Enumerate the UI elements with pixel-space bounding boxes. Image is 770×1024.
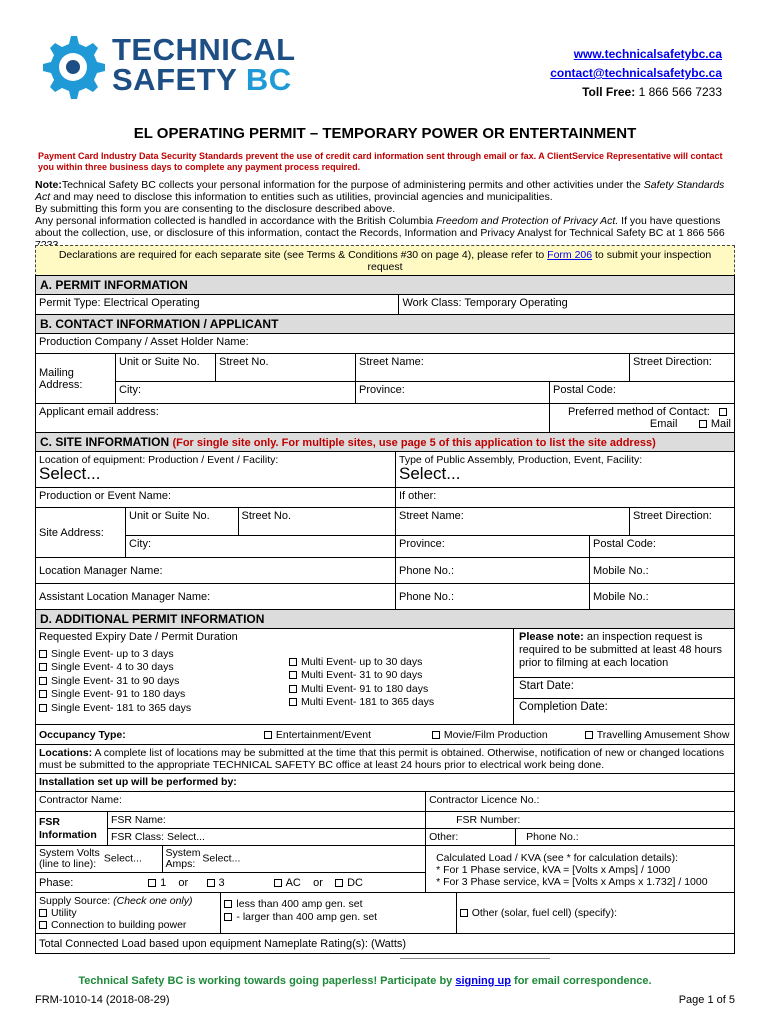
- locations-row: [36, 745, 735, 774]
- phase-3-option[interactable]: 3: [207, 877, 225, 889]
- please-note: [514, 629, 734, 677]
- email-option-label: Email: [649, 418, 678, 430]
- asst-manager-phone-label: Phone No.:: [399, 590, 455, 603]
- site-province-label: Province:: [399, 538, 445, 550]
- site-unit-label: Unit or Suite No.: [129, 510, 210, 522]
- expiry-label: Requested Expiry Date / Permit Duration: [39, 631, 238, 643]
- calc-load-label: Calculated Load / KVA (see * for calculation details):: [436, 852, 679, 864]
- system-amps-field: [162, 846, 426, 873]
- mail-province-label: Province:: [359, 384, 405, 396]
- location-manager-label: Location Manager Name:: [39, 564, 163, 577]
- form-body: [35, 275, 735, 954]
- start-date-field[interactable]: [514, 677, 734, 698]
- pci-notice: Payment Card Industry Data Security Standards prevent the use of credit card information sent through email or fax. A ClientService Representative will contact you within three business days to complete any payment process required.: [38, 151, 723, 172]
- section-c-heading: [35, 433, 735, 451]
- occupancy-label: Occupancy Type:: [39, 728, 126, 741]
- fsr-phone-label: Phone No.:: [526, 831, 579, 843]
- permit-type-label: Permit Type: Electrical Operating: [39, 297, 200, 309]
- locations-bold: Locations:: [39, 747, 93, 759]
- ac-option[interactable]: AC: [274, 877, 301, 889]
- section-c-table: [35, 451, 735, 610]
- asst-manager-label: Assistant Location Manager Name:: [39, 590, 211, 603]
- mail-street-name-label: Street Name:: [359, 356, 424, 368]
- note-p3a: Any personal information collected is handled in accordance with the British Columbia: [35, 215, 434, 227]
- generator-field: [221, 893, 456, 934]
- site-street-name-field[interactable]: [396, 508, 630, 536]
- or-label-2: or: [313, 876, 323, 889]
- location-equipment-field: [36, 452, 396, 488]
- phase-row: [36, 873, 426, 893]
- mail-street-direction-field[interactable]: [630, 354, 735, 382]
- contractor-name-field[interactable]: [36, 792, 426, 812]
- fsr-other-field[interactable]: [426, 829, 516, 846]
- please-note-bold: Please note:: [519, 631, 584, 643]
- logo: [36, 30, 306, 100]
- mail-postal-label: Postal Code:: [553, 384, 616, 396]
- section-a-table: [35, 294, 735, 315]
- asst-manager-field[interactable]: [36, 584, 396, 610]
- contractor-name-label: Contractor Name:: [39, 794, 122, 806]
- contractor-table: [35, 791, 735, 954]
- mail-city-field[interactable]: [116, 382, 356, 404]
- tollfree-label: Toll Free:: [582, 85, 636, 99]
- completion-date-label: Completion Date:: [519, 701, 608, 713]
- gen-less-option[interactable]: less than 400 amp gen. set: [224, 898, 362, 910]
- multi-option[interactable]: Multi Event- up to 30 days: [289, 656, 434, 670]
- single-option[interactable]: Single Event- 91 to 180 days: [39, 688, 289, 702]
- mail-unit-field[interactable]: [116, 354, 216, 382]
- form-id: FRM-1010-14 (2018-08-29): [35, 994, 170, 1006]
- section-c-note: (For single site only. For multiple sites, use page 5 of this application to list the site address): [172, 437, 656, 449]
- multi-option[interactable]: Multi Event- 91 to 180 days: [289, 683, 434, 697]
- section-b-table: [35, 333, 735, 433]
- site-street-direction-field[interactable]: [630, 508, 735, 536]
- mail-street-no-label: Street No.: [219, 356, 269, 368]
- occ-option-movie[interactable]: Movie/Film Production: [432, 729, 582, 741]
- logo-line2b: BC: [245, 62, 292, 97]
- system-amps-label: System Amps:: [165, 847, 201, 870]
- system-volts-select[interactable]: Select...: [103, 852, 142, 865]
- multi-event-options: [289, 648, 434, 716]
- site-postal-label: Postal Code:: [593, 538, 656, 550]
- sign-up-link[interactable]: signing up: [455, 975, 511, 987]
- fsr-number-label: FSR Number:: [456, 814, 521, 826]
- preferred-contact-label: Preferred method of Contact:: [567, 406, 710, 418]
- single-option[interactable]: Single Event- 4 to 30 days: [39, 661, 289, 675]
- production-company-field[interactable]: [36, 334, 735, 354]
- supply-source-field: [36, 893, 221, 934]
- asst-manager-mobile-label: Mobile No.:: [593, 590, 649, 603]
- email-checkbox[interactable]: [719, 408, 727, 416]
- section-d-heading: D. ADDITIONAL PERMIT INFORMATION: [35, 610, 735, 628]
- mailing-address-label: Mailing Address:: [36, 354, 116, 404]
- note-p1b: and may need to disclose this information to entities such as utilities, provincial agencies and municipalities.: [53, 191, 553, 203]
- single-option[interactable]: Single Event- 31 to 90 days: [39, 675, 289, 689]
- site-unit-field[interactable]: [126, 508, 239, 536]
- work-class-field[interactable]: [399, 295, 735, 315]
- production-company-label: Production Company / Asset Holder Name:: [39, 336, 249, 348]
- supply-label: Supply Source:: [39, 895, 111, 907]
- occupancy-row: [36, 725, 735, 745]
- please-note-text: an inspection request is required to be submitted at least 48 hours prior to filming at each location: [519, 631, 723, 669]
- phase-1-option[interactable]: 1: [148, 877, 166, 889]
- work-class-label: Work Class: Temporary Operating: [402, 297, 568, 309]
- total-load-field[interactable]: [36, 934, 735, 954]
- fsr-class-label: FSR Class:: [111, 831, 165, 843]
- multi-option[interactable]: Multi Event- 31 to 90 days: [289, 669, 434, 683]
- total-load-label: Total Connected Load based upon equipment Nameplate Rating(s): (Watts): [39, 937, 407, 950]
- dc-option[interactable]: DC: [335, 877, 363, 889]
- site-address-label: Site Address:: [36, 508, 126, 558]
- contractor-licence-field[interactable]: [426, 792, 735, 812]
- email-link[interactable]: contact@technicalsafetybc.ca: [550, 66, 722, 80]
- duration-field: [36, 629, 514, 725]
- fsr-name-field[interactable]: [108, 812, 426, 829]
- locations-text: A complete list of locations may be submitted at the time that this permit is obtained. Otherwise, notification of new or changed locations must be submitted to the appropriate TECHNICAL SAFETY BC office at least 24 hours prior to electrical work being done.: [39, 747, 725, 771]
- applicant-email-label: Applicant email address:: [39, 406, 159, 418]
- event-name-field[interactable]: [36, 488, 396, 508]
- section-a-heading: A. PERMIT INFORMATION: [35, 275, 735, 294]
- event-name-label: Production or Event Name:: [39, 490, 172, 502]
- gear-logo-icon: [36, 30, 106, 100]
- fsr-class-select[interactable]: Select...: [167, 831, 205, 843]
- section-d-table: [35, 628, 735, 792]
- section-c-title: C. SITE INFORMATION: [40, 435, 170, 449]
- note-p1a: Technical Safety BC collects your personal information for the purpose of administering permits and other activities under the: [61, 179, 641, 191]
- site-postal-field[interactable]: [590, 536, 735, 558]
- declaration-text-b: to submit your inspection request: [367, 249, 712, 273]
- if-other-label: If other:: [399, 490, 437, 502]
- single-event-options: [39, 648, 289, 716]
- install-label: Installation set up will be performed by:: [39, 776, 237, 788]
- paperless-text-b: for email correspondence.: [514, 975, 652, 987]
- supply-building-option[interactable]: Connection to building power: [39, 919, 186, 931]
- permit-type-field[interactable]: [36, 295, 399, 315]
- logo-line1: TECHNICAL: [112, 32, 296, 67]
- calculated-load-field[interactable]: [426, 846, 735, 893]
- other-solar-field[interactable]: [456, 893, 734, 934]
- fsr-number-field[interactable]: [426, 812, 735, 829]
- mail-street-no-field[interactable]: [216, 354, 356, 382]
- start-date-label: Start Date:: [519, 680, 574, 692]
- paperless-message: [0, 975, 730, 987]
- asst-manager-phone-field[interactable]: [396, 584, 590, 610]
- page-number: Page 1 of 5: [678, 994, 735, 1006]
- note-p1-italic: Safety Standards Act: [35, 179, 725, 203]
- section-b-heading: B. CONTACT INFORMATION / APPLICANT: [35, 315, 735, 333]
- fsr-other-label: Other:: [429, 831, 459, 843]
- note-p3-italic: Freedom and Protection of Privacy Act.: [435, 215, 619, 227]
- page-title: EL OPERATING PERMIT – TEMPORARY POWER OR ENTERTAINMENT: [133, 125, 637, 142]
- site-province-field[interactable]: [396, 536, 590, 558]
- paperless-text-a: Technical Safety BC is working towards going paperless! Participate by: [78, 975, 453, 987]
- loc-manager-mobile-label: Mobile No.:: [593, 564, 649, 577]
- system-amps-select[interactable]: Select...: [202, 852, 241, 865]
- occ-option-entertainment[interactable]: Entertainment/Event: [264, 729, 429, 741]
- mail-option-label: Mail: [710, 418, 731, 430]
- note-p3b: If you have questions about the collection, use, or disclosure of this information, contact the Records, Information and Privacy Analyst for Technical Safety BC at 1 866 566: [35, 215, 725, 239]
- mail-province-field[interactable]: [356, 382, 550, 404]
- privacy-note: [35, 179, 740, 251]
- mail-checkbox[interactable]: [699, 420, 707, 428]
- location-manager-field[interactable]: [36, 558, 396, 584]
- applicant-email-field[interactable]: [36, 404, 550, 433]
- form-206-link[interactable]: Form 206: [547, 249, 593, 261]
- fsr-info-label: FSR Information: [36, 812, 108, 846]
- fsr-phone-field[interactable]: [516, 829, 735, 846]
- calc-1-phase: * For 1 Phase service, kVA = [Volts x Amps] / 1000: [436, 864, 671, 876]
- site-street-name-label: Street Name:: [399, 510, 464, 522]
- gen-larger-option[interactable]: - larger than 400 amp gen. set: [224, 911, 377, 923]
- site-street-no-label: Street No.: [241, 510, 292, 522]
- preferred-contact-field: [550, 404, 735, 433]
- location-equipment-label: Location of equipment: Production / Event / Facility:: [39, 454, 279, 466]
- mail-city-label: City:: [119, 384, 141, 396]
- declaration-text-a: Declarations are required for each separate site (see Terms & Conditions #30 on page 4), please refer to: [58, 249, 545, 261]
- site-street-direction-label: Street Direction:: [633, 510, 712, 522]
- install-row: [36, 774, 735, 792]
- multi-option[interactable]: Multi Event- 181 to 365 days: [289, 696, 434, 710]
- if-other-field[interactable]: [396, 488, 735, 508]
- mail-street-direction-label: Street Direction:: [633, 356, 712, 368]
- public-assembly-field: [396, 452, 735, 488]
- supply-italic: (Check one only): [113, 895, 193, 907]
- other-solar-label: Other (solar, fuel cell) (specify):: [471, 907, 617, 919]
- supply-utility-option[interactable]: Utility: [39, 907, 77, 919]
- system-volts-label: System Volts (line to line):: [39, 847, 100, 870]
- loc-manager-phone-label: Phone No.:: [399, 564, 455, 577]
- mail-street-name-field[interactable]: [356, 354, 630, 382]
- contractor-licence-label: Contractor Licence No.:: [429, 794, 540, 806]
- logo-line2a: SAFETY: [112, 62, 237, 97]
- please-note-cell: [514, 629, 735, 725]
- website-link[interactable]: www.technicalsafetybc.ca: [573, 47, 722, 61]
- asst-manager-mobile-field[interactable]: [590, 584, 735, 610]
- mail-postal-field[interactable]: [550, 382, 735, 404]
- contact-block: [550, 45, 722, 102]
- loc-manager-mobile-field[interactable]: [590, 558, 735, 584]
- phase-label: Phase:: [39, 876, 74, 889]
- or-label-1: or: [178, 876, 189, 889]
- fsr-class-field: [108, 829, 426, 846]
- site-city-label: City:: [129, 538, 151, 550]
- declaration-box: [35, 245, 735, 277]
- public-assembly-label: Type of Public Assembly, Production, Event, Facility:: [399, 454, 643, 466]
- fsr-name-label: FSR Name:: [111, 814, 166, 826]
- location-equipment-select[interactable]: Select...: [39, 464, 101, 483]
- tollfree-number: 1 866 566 7233: [638, 85, 722, 99]
- system-volts-field: [36, 846, 163, 873]
- public-assembly-select[interactable]: Select...: [399, 464, 461, 483]
- single-option[interactable]: Single Event- up to 3 days: [39, 648, 289, 662]
- single-option[interactable]: Single Event- 181 to 365 days: [39, 702, 289, 716]
- calc-3-phase: * For 3 Phase service, kVA = [Volts x Amps x 1.732] / 1000: [436, 876, 708, 888]
- note-label: Note:: [35, 179, 62, 191]
- note-p2: By submitting this form you are consenting to the disclosure described above.: [35, 203, 396, 215]
- site-city-field[interactable]: [126, 536, 396, 558]
- completion-date-field[interactable]: [514, 698, 734, 719]
- mail-unit-label: Unit or Suite No.: [119, 356, 200, 368]
- site-street-no-field[interactable]: [238, 508, 396, 536]
- signature-line: [400, 958, 550, 959]
- occ-option-travelling[interactable]: Travelling Amusement Show: [585, 729, 730, 741]
- loc-manager-phone-field[interactable]: [396, 558, 590, 584]
